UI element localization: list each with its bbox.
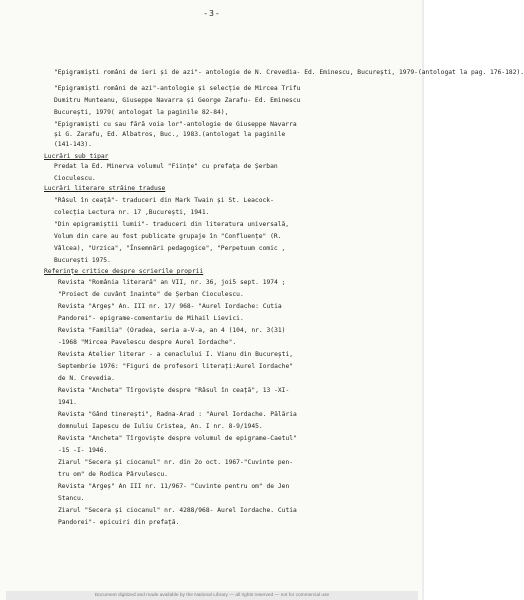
text-line: domnului Iapescu de Iuliu Cristea, An. I nr. 8-9/1945.	[58, 423, 263, 430]
text-line: Pandorei"- epigrame-comentariu de Mihail Lievici.	[58, 315, 244, 322]
text-line: Revista "România literară" an VII, nr. 36, joi5 sept. 1974 ;	[58, 279, 286, 286]
text-line: "Râsul în ceață"- traduceri din Mark Twain și St. Leacock-	[54, 197, 274, 204]
text-line: Vâlcea), "Urzica", "Însemnări pedagogice", "Perpetuum comic ,	[54, 245, 286, 252]
text-line: București 1975.	[54, 257, 111, 264]
text-line: "Din epigramiștii lumii"- traduceri din literatura universală,	[54, 221, 290, 228]
text-line: "Proiect de cuvânt înainte" de Șerban Cioculescu.	[58, 291, 244, 298]
text-line: de N. Crevedia.	[58, 375, 115, 382]
digitization-footer: Document digitized and made available by the National Library — all rights reserved — not for commercial use	[6, 591, 418, 600]
text-line: și G. Zarafu, Ed. Albatros, Buc., 1983.(antologat la paginile	[54, 131, 286, 138]
section-heading: Lucrări sub tipar	[44, 153, 109, 160]
section-heading: Lucrări literare străine traduse	[44, 185, 166, 192]
text-line: "Epigramiști cu sau fără voia lor"-antologie de Giuseppe Navarra	[54, 121, 297, 128]
text-line: tru om" de Rodica Pârvulescu.	[58, 471, 168, 478]
text-line: Revista "Argeș" An. III nr. 17/ 968- "Aurel Iordache: Cutia	[58, 303, 282, 310]
page-edge	[422, 0, 424, 600]
text-line: Cioculescu.	[54, 175, 96, 182]
text-line: Revista "Argeș" An III nr. 11/967- "Cuvinte pentru om" de Jen	[58, 483, 290, 490]
text-line: Revista "Ancheta" Tîrgoviște despre volumul de epigrame-Caetul"	[58, 435, 297, 442]
text-line: "Epigramiști români de ieri și de azi"- antologie de N. Crevedia- Ed. Eminescu, București, 1979-(antologat la pag. 176-182).	[54, 69, 524, 76]
text-line: Volum din care au fost publicate grupaje în "Confluențe" (R.	[54, 233, 282, 240]
text-line: -15 -I- 1946.	[58, 447, 108, 454]
text-line: colecția Lectura nr. 17 ,București, 1941.	[54, 209, 210, 216]
text-line: Ziarul "Secera și ciocanul" nr. din 2o oct. 1967-"Cuvinte pen-	[58, 459, 294, 466]
text-line: București, 1979( antologat la paginile 82-84),	[54, 109, 229, 116]
text-line: Dumitru Munteanu, Giuseppe Navarra și George Zarafu- Ed. Eminescu	[54, 97, 301, 104]
text-line: Revista Atelier literar - a cenaclului I. Vianu din București,	[58, 351, 294, 358]
text-line: Ziarul "Secera și ciocanul" nr. 4288/968- Aurel Iordache. Cutia	[58, 507, 297, 514]
text-line: Septembrie 1976: "Figuri de profesori literați:Aurel Iordache"	[58, 363, 294, 370]
text-line: Stancu.	[58, 495, 85, 502]
text-line: "Epigramiști români de azi"-antologie și selecție de Mircea Trifu	[54, 85, 301, 92]
text-line: Pandorei"- epicuiri din prefață.	[58, 519, 180, 526]
page-number: -3-	[203, 9, 221, 18]
text-line: Predat la Ed. Minerva volumul "Ființe" cu prefața de Șerban	[54, 163, 278, 170]
text-line: Revista "Gând tinerești", Radna-Arad : "Aurel Iordache. Pălăria	[58, 411, 297, 418]
text-line: 1941.	[58, 399, 77, 406]
section-heading: Referințe critice despre scrierile proprii	[44, 268, 204, 275]
text-line: Revista "Familia" (Oradea, seria a-V-a, an 4 (104, nr. 3(31)	[58, 327, 286, 334]
text-line: -1968 "Mircea Pavelescu despre Aurel Iordache".	[58, 339, 237, 346]
text-line: Revista "Ancheta" Tîrgoviște despre "Râsul în ceață", 13 -XI-	[58, 387, 290, 394]
text-line: (141-143).	[54, 141, 92, 148]
